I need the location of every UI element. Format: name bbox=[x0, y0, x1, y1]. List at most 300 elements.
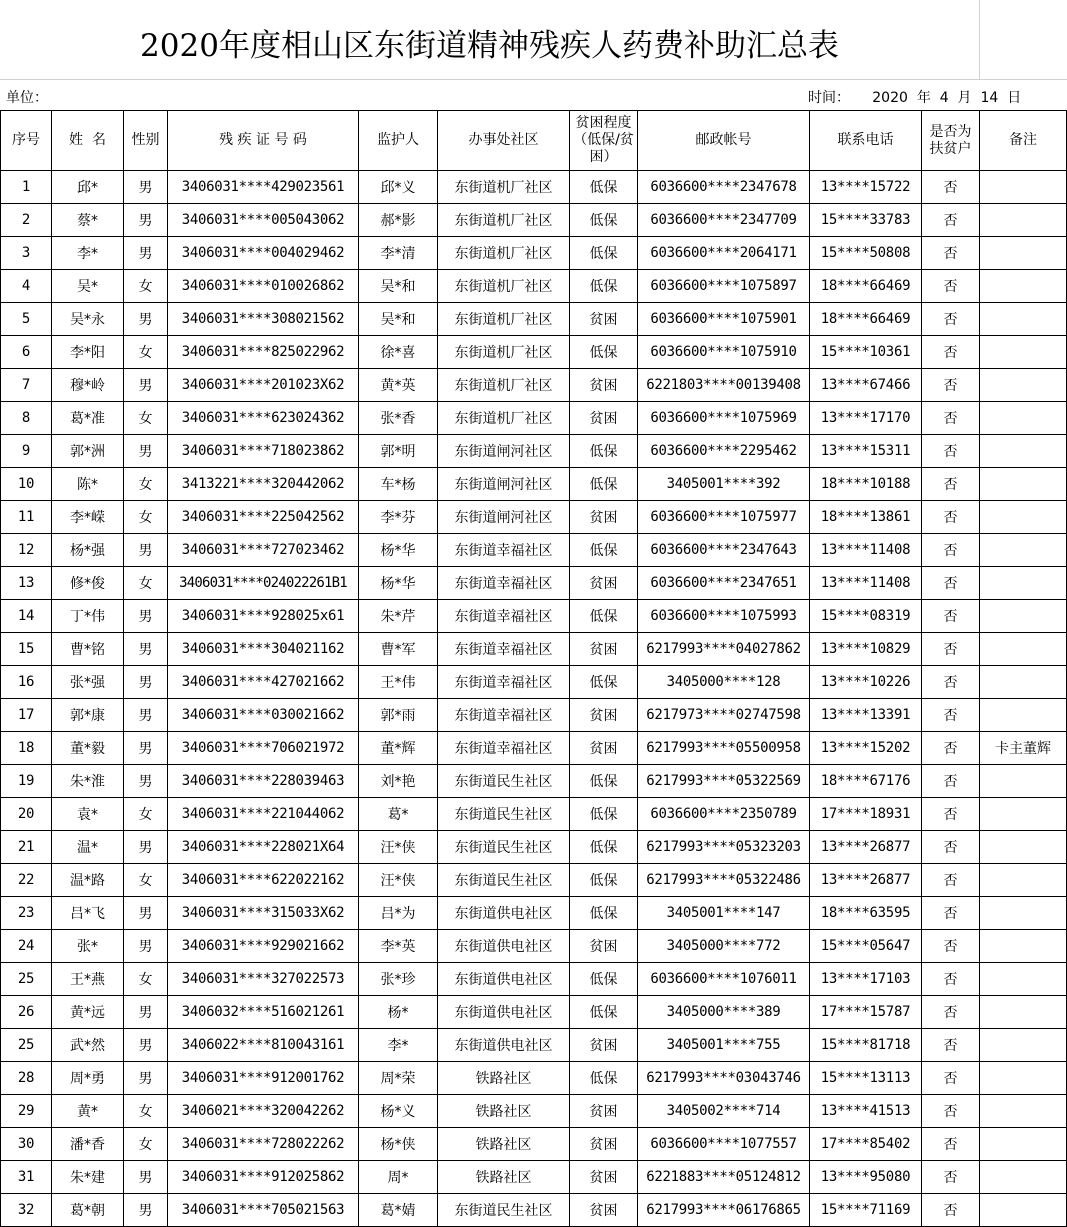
cell-poverty-level: 低保 bbox=[570, 171, 638, 204]
cell-remarks bbox=[980, 567, 1067, 600]
cell-postal-account: 6217993****05322486 bbox=[638, 864, 810, 897]
col-header-community: 办事处社区 bbox=[438, 111, 570, 171]
cell-index: 8 bbox=[1, 402, 52, 435]
cell-remarks bbox=[980, 171, 1067, 204]
cell-gender: 男 bbox=[124, 1029, 168, 1062]
cell-name: 邱* bbox=[52, 171, 124, 204]
cell-guardian: 徐*喜 bbox=[359, 336, 438, 369]
cell-poverty-level: 贫困 bbox=[570, 633, 638, 666]
header-row bbox=[1, 111, 1067, 171]
cell-poverty-level: 贫困 bbox=[570, 699, 638, 732]
cell-community: 东街道闸河社区 bbox=[438, 501, 570, 534]
cell-poverty-level: 低保 bbox=[570, 897, 638, 930]
cell-poverty-household: 否 bbox=[922, 864, 980, 897]
cell-phone: 15****81718 bbox=[810, 1029, 922, 1062]
cell-disability-id: 3406031****706021972 bbox=[168, 732, 359, 765]
cell-postal-account: 6221883****05124812 bbox=[638, 1161, 810, 1194]
cell-remarks bbox=[980, 336, 1067, 369]
cell-poverty-household: 否 bbox=[922, 369, 980, 402]
cell-poverty-level: 贫困 bbox=[570, 303, 638, 336]
cell-remarks bbox=[980, 501, 1067, 534]
cell-postal-account: 6036600****1075897 bbox=[638, 270, 810, 303]
cell-phone: 13****26877 bbox=[810, 831, 922, 864]
cell-remarks bbox=[980, 204, 1067, 237]
cell-disability-id: 3406031****623024362 bbox=[168, 402, 359, 435]
cell-community: 东街道供电社区 bbox=[438, 897, 570, 930]
cell-gender: 男 bbox=[124, 633, 168, 666]
cell-postal-account: 3405001****392 bbox=[638, 468, 810, 501]
cell-remarks bbox=[980, 864, 1067, 897]
cell-guardian: 董*辉 bbox=[359, 732, 438, 765]
cell-remarks bbox=[980, 765, 1067, 798]
table-row bbox=[1, 600, 1067, 633]
cell-poverty-household: 否 bbox=[922, 996, 980, 1029]
cell-guardian: 张*香 bbox=[359, 402, 438, 435]
cell-gender: 男 bbox=[124, 600, 168, 633]
cell-index: 24 bbox=[1, 930, 52, 963]
cell-guardian: 郝*影 bbox=[359, 204, 438, 237]
cell-index: 18 bbox=[1, 732, 52, 765]
cell-postal-account: 6036600****1075993 bbox=[638, 600, 810, 633]
cell-postal-account: 6036600****2347651 bbox=[638, 567, 810, 600]
cell-poverty-level: 贫困 bbox=[570, 930, 638, 963]
cell-disability-id: 3406032****516021261 bbox=[168, 996, 359, 1029]
cell-phone: 15****05647 bbox=[810, 930, 922, 963]
cell-guardian: 吴*和 bbox=[359, 303, 438, 336]
cell-postal-account: 6036600****2064171 bbox=[638, 237, 810, 270]
cell-disability-id: 3406031****228021X64 bbox=[168, 831, 359, 864]
cell-phone: 15****50808 bbox=[810, 237, 922, 270]
col-header-index: 序号 bbox=[1, 111, 52, 171]
table-row bbox=[1, 402, 1067, 435]
cell-poverty-level: 低保 bbox=[570, 336, 638, 369]
cell-gender: 女 bbox=[124, 501, 168, 534]
table-row bbox=[1, 897, 1067, 930]
cell-poverty-level: 贫困 bbox=[570, 1194, 638, 1227]
cell-remarks bbox=[980, 402, 1067, 435]
time-label: 时间： bbox=[808, 90, 850, 106]
cell-disability-id: 3406031****429023561 bbox=[168, 171, 359, 204]
cell-remarks bbox=[980, 996, 1067, 1029]
cell-name: 黄* bbox=[52, 1095, 124, 1128]
cell-guardian: 葛* bbox=[359, 798, 438, 831]
cell-phone: 15****13113 bbox=[810, 1062, 922, 1095]
cell-poverty-level: 低保 bbox=[570, 204, 638, 237]
cell-poverty-household: 否 bbox=[922, 1194, 980, 1227]
cell-gender: 男 bbox=[124, 831, 168, 864]
cell-guardian: 李*清 bbox=[359, 237, 438, 270]
cell-guardian: 郭*雨 bbox=[359, 699, 438, 732]
cell-index: 7 bbox=[1, 369, 52, 402]
cell-disability-id: 3406031****225042562 bbox=[168, 501, 359, 534]
cell-index: 14 bbox=[1, 600, 52, 633]
page-title: 2020年度相山区东街道精神残疾人药费补助汇总表 bbox=[140, 28, 839, 64]
cell-phone: 17****15787 bbox=[810, 996, 922, 1029]
cell-disability-id: 3406031****728022262 bbox=[168, 1128, 359, 1161]
cell-disability-id: 3406031****005043062 bbox=[168, 204, 359, 237]
cell-poverty-household: 否 bbox=[922, 798, 980, 831]
table-body bbox=[1, 171, 1067, 1227]
cell-guardian: 王*伟 bbox=[359, 666, 438, 699]
cell-name: 葛*准 bbox=[52, 402, 124, 435]
col-header-remarks: 备注 bbox=[980, 111, 1067, 171]
cell-name: 吴* bbox=[52, 270, 124, 303]
table-row bbox=[1, 699, 1067, 732]
cell-gender: 女 bbox=[124, 864, 168, 897]
cell-name: 周*勇 bbox=[52, 1062, 124, 1095]
cell-poverty-level: 低保 bbox=[570, 270, 638, 303]
cell-remarks bbox=[980, 963, 1067, 996]
cell-guardian: 李*芬 bbox=[359, 501, 438, 534]
cell-disability-id: 3406031****308021562 bbox=[168, 303, 359, 336]
cell-name: 袁* bbox=[52, 798, 124, 831]
table-row bbox=[1, 369, 1067, 402]
cell-guardian: 汪*侠 bbox=[359, 831, 438, 864]
cell-poverty-level: 低保 bbox=[570, 831, 638, 864]
cell-gender: 男 bbox=[124, 171, 168, 204]
cell-community: 东街道机厂社区 bbox=[438, 171, 570, 204]
table-row bbox=[1, 270, 1067, 303]
cell-phone: 13****26877 bbox=[810, 864, 922, 897]
col-header-poverty-household: 是否为扶贫户 bbox=[922, 111, 980, 171]
cell-phone: 13****10226 bbox=[810, 666, 922, 699]
unit-label: 单位： bbox=[6, 90, 48, 106]
cell-name: 李*阳 bbox=[52, 336, 124, 369]
cell-phone: 13****15722 bbox=[810, 171, 922, 204]
cell-guardian: 周* bbox=[359, 1161, 438, 1194]
cell-postal-account: 3405000****772 bbox=[638, 930, 810, 963]
cell-poverty-household: 否 bbox=[922, 897, 980, 930]
cell-gender: 男 bbox=[124, 1194, 168, 1227]
cell-disability-id: 3406031****228039463 bbox=[168, 765, 359, 798]
cell-poverty-level: 贫困 bbox=[570, 501, 638, 534]
cell-gender: 男 bbox=[124, 996, 168, 1029]
cell-guardian: 杨*华 bbox=[359, 567, 438, 600]
cell-remarks bbox=[980, 600, 1067, 633]
cell-poverty-level: 低保 bbox=[570, 666, 638, 699]
cell-community: 东街道闸河社区 bbox=[438, 435, 570, 468]
cell-remarks bbox=[980, 1161, 1067, 1194]
cell-remarks: 卡主董辉 bbox=[980, 732, 1067, 765]
cell-name: 朱*淮 bbox=[52, 765, 124, 798]
table-row bbox=[1, 303, 1067, 336]
cell-poverty-level: 低保 bbox=[570, 963, 638, 996]
table-row bbox=[1, 171, 1067, 204]
cell-poverty-household: 否 bbox=[922, 831, 980, 864]
date-year-unit: 年 bbox=[916, 90, 931, 106]
cell-poverty-level: 低保 bbox=[570, 237, 638, 270]
cell-disability-id: 3406031****004029462 bbox=[168, 237, 359, 270]
cell-disability-id: 3406031****825022962 bbox=[168, 336, 359, 369]
date-year: 2020 bbox=[872, 90, 908, 106]
cell-community: 东街道民生社区 bbox=[438, 798, 570, 831]
cell-poverty-household: 否 bbox=[922, 633, 980, 666]
table-row bbox=[1, 1161, 1067, 1194]
cell-disability-id: 3406031****705021563 bbox=[168, 1194, 359, 1227]
cell-gender: 男 bbox=[124, 237, 168, 270]
col-header-name: 姓 名 bbox=[52, 111, 124, 171]
cell-index: 32 bbox=[1, 1194, 52, 1227]
cell-remarks bbox=[980, 633, 1067, 666]
cell-poverty-level: 低保 bbox=[570, 798, 638, 831]
cell-index: 6 bbox=[1, 336, 52, 369]
cell-phone: 18****10188 bbox=[810, 468, 922, 501]
date-month: 4 bbox=[939, 90, 949, 106]
cell-postal-account: 6217993****05322569 bbox=[638, 765, 810, 798]
cell-name: 武*然 bbox=[52, 1029, 124, 1062]
cell-remarks bbox=[980, 534, 1067, 567]
cell-community: 东街道幸福社区 bbox=[438, 534, 570, 567]
cell-phone: 13****13391 bbox=[810, 699, 922, 732]
cell-poverty-household: 否 bbox=[922, 1095, 980, 1128]
cell-name: 吕*飞 bbox=[52, 897, 124, 930]
cell-guardian: 杨*华 bbox=[359, 534, 438, 567]
date-day: 14 bbox=[980, 90, 999, 106]
cell-poverty-household: 否 bbox=[922, 1062, 980, 1095]
cell-remarks bbox=[980, 699, 1067, 732]
cell-remarks bbox=[980, 1095, 1067, 1128]
cell-gender: 女 bbox=[124, 1095, 168, 1128]
cell-gender: 女 bbox=[124, 1128, 168, 1161]
cell-remarks bbox=[980, 435, 1067, 468]
cell-poverty-household: 否 bbox=[922, 270, 980, 303]
cell-remarks bbox=[980, 897, 1067, 930]
cell-disability-id: 3406022****810043161 bbox=[168, 1029, 359, 1062]
cell-name: 张* bbox=[52, 930, 124, 963]
cell-community: 东街道民生社区 bbox=[438, 1194, 570, 1227]
cell-guardian: 郭*明 bbox=[359, 435, 438, 468]
cell-disability-id: 3413221****320442062 bbox=[168, 468, 359, 501]
cell-postal-account: 6036600****2347678 bbox=[638, 171, 810, 204]
cell-disability-id: 3406031****912025862 bbox=[168, 1161, 359, 1194]
cell-index: 22 bbox=[1, 864, 52, 897]
cell-phone: 15****08319 bbox=[810, 600, 922, 633]
table-row bbox=[1, 567, 1067, 600]
cell-disability-id: 3406031****304021162 bbox=[168, 633, 359, 666]
table-row bbox=[1, 963, 1067, 996]
cell-poverty-household: 否 bbox=[922, 303, 980, 336]
cell-name: 陈* bbox=[52, 468, 124, 501]
cell-poverty-household: 否 bbox=[922, 567, 980, 600]
cell-community: 东街道幸福社区 bbox=[438, 699, 570, 732]
cell-guardian: 张*珍 bbox=[359, 963, 438, 996]
cell-community: 铁路社区 bbox=[438, 1062, 570, 1095]
cell-guardian: 葛*婧 bbox=[359, 1194, 438, 1227]
cell-poverty-household: 否 bbox=[922, 534, 980, 567]
cell-postal-account: 6217993****06176865 bbox=[638, 1194, 810, 1227]
cell-gender: 男 bbox=[124, 204, 168, 237]
cell-name: 郭*康 bbox=[52, 699, 124, 732]
cell-community: 东街道机厂社区 bbox=[438, 402, 570, 435]
cell-gender: 男 bbox=[124, 765, 168, 798]
cell-community: 东街道供电社区 bbox=[438, 1029, 570, 1062]
cell-guardian: 汪*侠 bbox=[359, 864, 438, 897]
cell-index: 3 bbox=[1, 237, 52, 270]
cell-community: 东街道机厂社区 bbox=[438, 303, 570, 336]
cell-name: 修*俊 bbox=[52, 567, 124, 600]
cell-poverty-level: 低保 bbox=[570, 765, 638, 798]
cell-phone: 13****15311 bbox=[810, 435, 922, 468]
table-row bbox=[1, 1029, 1067, 1062]
cell-name: 朱*建 bbox=[52, 1161, 124, 1194]
cell-postal-account: 6217993****04027862 bbox=[638, 633, 810, 666]
table-row bbox=[1, 501, 1067, 534]
cell-disability-id: 3406031****030021662 bbox=[168, 699, 359, 732]
cell-community: 东街道机厂社区 bbox=[438, 237, 570, 270]
cell-gender: 女 bbox=[124, 402, 168, 435]
cell-name: 杨*强 bbox=[52, 534, 124, 567]
cell-gender: 男 bbox=[124, 534, 168, 567]
cell-remarks bbox=[980, 237, 1067, 270]
cell-community: 东街道民生社区 bbox=[438, 765, 570, 798]
cell-phone: 18****63595 bbox=[810, 897, 922, 930]
cell-postal-account: 6036600****1075977 bbox=[638, 501, 810, 534]
table-row bbox=[1, 435, 1067, 468]
cell-index: 31 bbox=[1, 1161, 52, 1194]
cell-poverty-level: 贫困 bbox=[570, 1095, 638, 1128]
cell-index: 13 bbox=[1, 567, 52, 600]
table-row bbox=[1, 996, 1067, 1029]
cell-index: 19 bbox=[1, 765, 52, 798]
table-row bbox=[1, 1095, 1067, 1128]
table-row bbox=[1, 798, 1067, 831]
cell-gender: 女 bbox=[124, 567, 168, 600]
cell-community: 铁路社区 bbox=[438, 1128, 570, 1161]
cell-index: 5 bbox=[1, 303, 52, 336]
cell-gender: 女 bbox=[124, 963, 168, 996]
cell-name: 葛*朝 bbox=[52, 1194, 124, 1227]
cell-guardian: 车*杨 bbox=[359, 468, 438, 501]
cell-name: 董*毅 bbox=[52, 732, 124, 765]
cell-poverty-level: 低保 bbox=[570, 864, 638, 897]
cell-postal-account: 6036600****2295462 bbox=[638, 435, 810, 468]
cell-postal-account: 3405001****147 bbox=[638, 897, 810, 930]
cell-gender: 男 bbox=[124, 897, 168, 930]
cell-index: 21 bbox=[1, 831, 52, 864]
cell-name: 丁*伟 bbox=[52, 600, 124, 633]
cell-name: 李* bbox=[52, 237, 124, 270]
cell-community: 东街道供电社区 bbox=[438, 963, 570, 996]
cell-phone: 13****10829 bbox=[810, 633, 922, 666]
cell-poverty-household: 否 bbox=[922, 1128, 980, 1161]
cell-postal-account: 6036600****1077557 bbox=[638, 1128, 810, 1161]
cell-index: 30 bbox=[1, 1128, 52, 1161]
cell-name: 温* bbox=[52, 831, 124, 864]
col-header-poverty-level: 贫困程度（低保/贫困） bbox=[570, 111, 638, 171]
cell-name: 穆*岭 bbox=[52, 369, 124, 402]
cell-phone: 13****17103 bbox=[810, 963, 922, 996]
cell-remarks bbox=[980, 1128, 1067, 1161]
col-header-phone: 联系电话 bbox=[810, 111, 922, 171]
table-row bbox=[1, 468, 1067, 501]
cell-remarks bbox=[980, 798, 1067, 831]
cell-postal-account: 6217993****05323203 bbox=[638, 831, 810, 864]
cell-phone: 15****33783 bbox=[810, 204, 922, 237]
cell-postal-account: 6217993****03043746 bbox=[638, 1062, 810, 1095]
cell-guardian: 杨*义 bbox=[359, 1095, 438, 1128]
cell-poverty-household: 否 bbox=[922, 600, 980, 633]
table-row bbox=[1, 204, 1067, 237]
cell-guardian: 杨* bbox=[359, 996, 438, 1029]
cell-poverty-household: 否 bbox=[922, 1161, 980, 1194]
cell-phone: 13****17170 bbox=[810, 402, 922, 435]
cell-index: 26 bbox=[1, 996, 52, 1029]
subsidy-table bbox=[0, 110, 1067, 1227]
cell-poverty-household: 否 bbox=[922, 237, 980, 270]
cell-disability-id: 3406031****912001762 bbox=[168, 1062, 359, 1095]
cell-gender: 女 bbox=[124, 336, 168, 369]
date-month-unit: 月 bbox=[957, 90, 972, 106]
cell-gender: 女 bbox=[124, 798, 168, 831]
cell-guardian: 曹*军 bbox=[359, 633, 438, 666]
cell-index: 17 bbox=[1, 699, 52, 732]
table-row bbox=[1, 237, 1067, 270]
cell-remarks bbox=[980, 1194, 1067, 1227]
cell-index: 23 bbox=[1, 897, 52, 930]
col-header-gender: 性别 bbox=[124, 111, 168, 171]
cell-poverty-household: 否 bbox=[922, 930, 980, 963]
cell-poverty-household: 否 bbox=[922, 732, 980, 765]
cell-index: 12 bbox=[1, 534, 52, 567]
cell-community: 东街道机厂社区 bbox=[438, 369, 570, 402]
cell-poverty-household: 否 bbox=[922, 963, 980, 996]
cell-community: 东街道民生社区 bbox=[438, 831, 570, 864]
col-header-guardian: 监护人 bbox=[359, 111, 438, 171]
cell-poverty-household: 否 bbox=[922, 699, 980, 732]
cell-poverty-level: 贫困 bbox=[570, 1128, 638, 1161]
cell-poverty-level: 贫困 bbox=[570, 1029, 638, 1062]
cell-community: 东街道民生社区 bbox=[438, 864, 570, 897]
cell-phone: 13****15202 bbox=[810, 732, 922, 765]
table-row bbox=[1, 1062, 1067, 1095]
cell-remarks bbox=[980, 831, 1067, 864]
cell-gender: 男 bbox=[124, 435, 168, 468]
cell-remarks bbox=[980, 303, 1067, 336]
cell-phone: 17****18931 bbox=[810, 798, 922, 831]
title-row bbox=[0, 0, 1067, 80]
cell-postal-account: 6217993****05500958 bbox=[638, 732, 810, 765]
cell-postal-account: 6036600****1075910 bbox=[638, 336, 810, 369]
cell-phone: 17****85402 bbox=[810, 1128, 922, 1161]
cell-community: 东街道闸河社区 bbox=[438, 468, 570, 501]
cell-disability-id: 3406031****221044062 bbox=[168, 798, 359, 831]
table-row bbox=[1, 534, 1067, 567]
cell-phone: 15****71169 bbox=[810, 1194, 922, 1227]
cell-disability-id: 3406031****929021662 bbox=[168, 930, 359, 963]
table-row bbox=[1, 1194, 1067, 1227]
cell-remarks bbox=[980, 369, 1067, 402]
cell-poverty-household: 否 bbox=[922, 435, 980, 468]
table-row bbox=[1, 864, 1067, 897]
cell-index: 28 bbox=[1, 1062, 52, 1095]
cell-remarks bbox=[980, 930, 1067, 963]
cell-phone: 18****66469 bbox=[810, 303, 922, 336]
cell-gender: 男 bbox=[124, 369, 168, 402]
cell-name: 潘*香 bbox=[52, 1128, 124, 1161]
cell-poverty-household: 否 bbox=[922, 171, 980, 204]
cell-index: 1 bbox=[1, 171, 52, 204]
cell-postal-account: 6036600****2347709 bbox=[638, 204, 810, 237]
cell-postal-account: 3405000****128 bbox=[638, 666, 810, 699]
cell-poverty-household: 否 bbox=[922, 336, 980, 369]
date-day-unit: 日 bbox=[1007, 90, 1022, 106]
table-row bbox=[1, 765, 1067, 798]
cell-postal-account: 6036600****1076011 bbox=[638, 963, 810, 996]
cell-remarks bbox=[980, 666, 1067, 699]
cell-phone: 18****67176 bbox=[810, 765, 922, 798]
cell-name: 吴*永 bbox=[52, 303, 124, 336]
cell-postal-account: 6036600****2350789 bbox=[638, 798, 810, 831]
